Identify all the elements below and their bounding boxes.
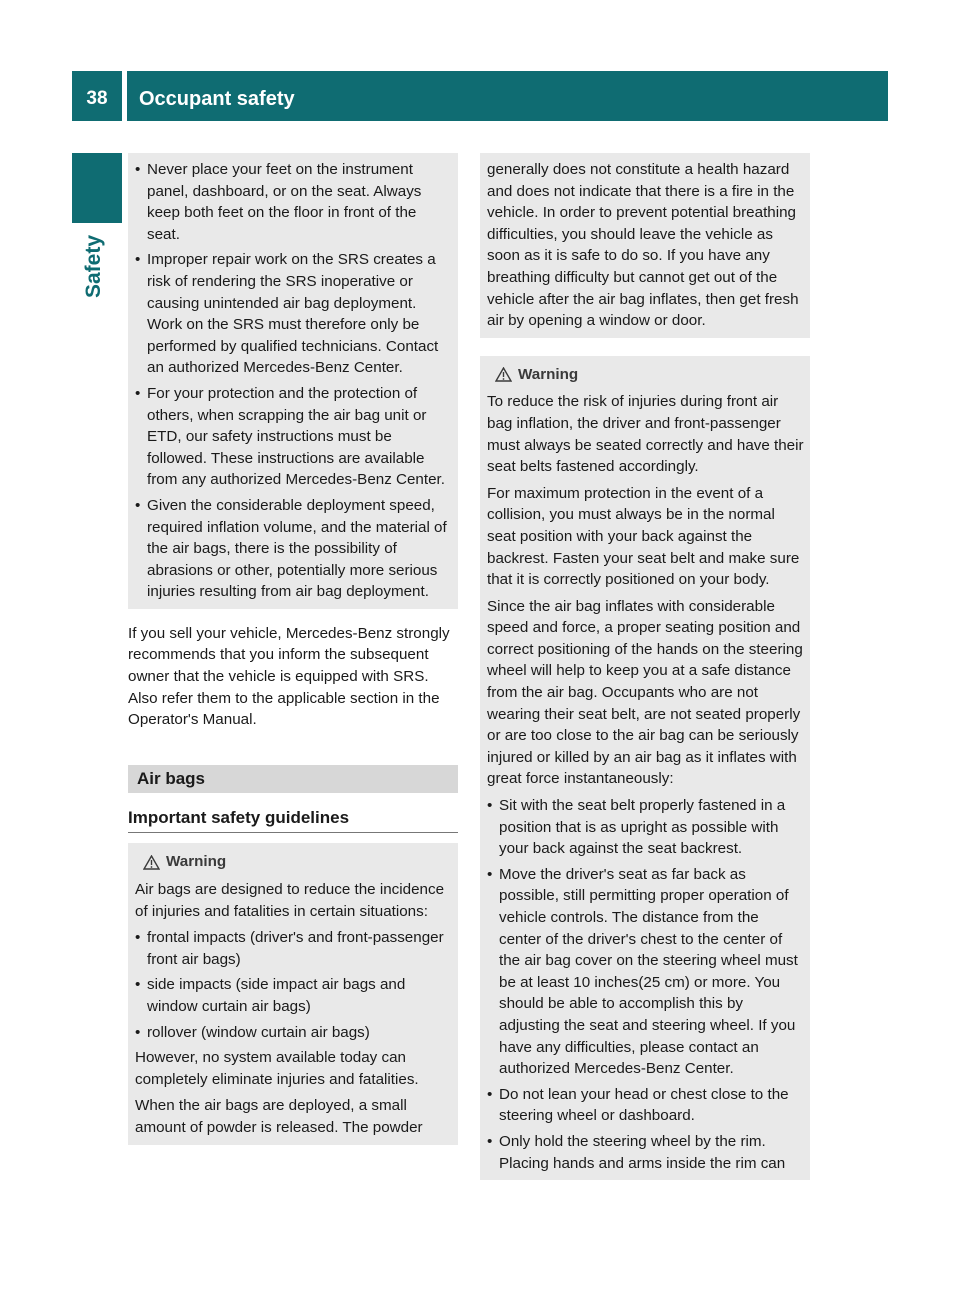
list-item: • Move the driver's seat as far back as possible, still permitting proper operation of vehicle controls. The distance from the center of the driver's chest to the center of the air bag cover on the steering wheel must be at least 10 inches(25 cm) or more. You should be able to accomplish this by adjusting the seat and steering wheel. If you have any difficulties, please contact an authorized Mercedes-Benz Center. (487, 864, 804, 1080)
list-item: • Sit with the seat belt properly fastened in a position that is as upright as possible with your back against the seat backrest. (487, 795, 804, 860)
safety-notes-box (128, 153, 458, 609)
warning-paragraph: When the air bags are deployed, a small amount of powder is released. The powder (135, 1097, 423, 1136)
subheading: Important safety guidelines (128, 807, 458, 834)
page-title: Occupant safety (139, 88, 295, 110)
warning-triangle-icon (143, 855, 160, 870)
list-item: • Only hold the steering wheel by the rim. Placing hands and arms inside the rim can (487, 1131, 804, 1174)
warning-paragraph: For maximum protection in the event of a collision, you must always be in the normal seat position with your back against the backrest. Fasten your seat belt and make sure that it is correctly positioned on your body. (487, 484, 800, 589)
warning-box (480, 356, 810, 1180)
warning-paragraph: To reduce the risk of injuries during front air bag inflation, the driver and front-passenger must always be seated correctly and have their seat belts fastened accordingly. (487, 393, 804, 476)
sell-vehicle-paragraph: If you sell your vehicle, Mercedes-Benz strongly recommends that you inform the subsequent owner that the vehicle is equipped with SRS. Also refer them to the applicable section in the Operator's Manual. (128, 624, 450, 729)
list-item: • Do not lean your head or chest close to the steering wheel or dashboard. (487, 1084, 804, 1127)
side-tab-label: Safety (82, 235, 105, 299)
section-heading: Air bags (128, 765, 458, 793)
warning-paragraph: Since the air bag inflates with considerable speed and force, a proper seating position and correct positioning of the hands on the steering wheel will help to keep you at a safe distance from the air bag. Occupants who are not wearing their seat belt, are not seated properly or are too close to the air bag can be seriously injured or killed by an air bag as it inflates with great force instantaneously: (487, 597, 803, 788)
warning-title: Warning (166, 853, 227, 871)
warning-intro: Air bags are designed to reduce the incidence of injuries and fatalities in certain situations: (135, 881, 445, 920)
list-item: • Given the considerable deployment speed, required inflation volume, and the material of the air bags, there is the possibility of abrasions or other, potentially more serious injuries resulting from air bag deployment. (135, 495, 452, 603)
warning-triangle-icon (495, 367, 512, 382)
warning-box (128, 843, 458, 1144)
page-number: 38 (86, 88, 108, 109)
right-column (480, 153, 810, 1180)
page-header (72, 71, 888, 121)
list-item: • Improper repair work on the SRS creates a risk of rendering the SRS inoperative or causing unintended air bag deployment. Work on the SRS must therefore only be performed by qualified technicians. Contact an authorized Mercedes-Benz Center. (135, 249, 452, 379)
left-column (128, 153, 458, 1145)
list-item: • For your protection and the protection of others, when scrapping the air bag unit or ETD, our safety instructions must be followed. These instructions are available from any authorized Mercedes-Benz Center. (135, 383, 452, 491)
continued-paragraph: generally does not constitute a health hazard and does not indicate that there is a fire in the vehicle. In order to prevent potential breathing difficulties, you should leave the vehicle as soon as it is safe to do so. If you have any breathing difficulty but cannot get out of the vehicle after the air bag inflates, then get fresh air by opening a window or door. (487, 161, 799, 330)
warning-header (487, 364, 804, 386)
list-item: • side impacts (side impact air bags and window curtain air bags) (135, 974, 452, 1017)
list-item: • rollover (window curtain air bags) (135, 1022, 452, 1044)
list-item: • frontal impacts (driver's and front-passenger front air bags) (135, 927, 452, 970)
warning-title: Warning (518, 365, 579, 383)
warning-header (135, 851, 452, 873)
list-item: • Never place your feet on the instrument panel, dashboard, or on the seat. Always keep both feet on the floor in front of the seat. (135, 159, 452, 245)
side-tab-marker (72, 153, 122, 223)
warning-paragraph: However, no system available today can completely eliminate injuries and fatalities. (135, 1049, 419, 1088)
continued-warning-box (480, 153, 810, 338)
